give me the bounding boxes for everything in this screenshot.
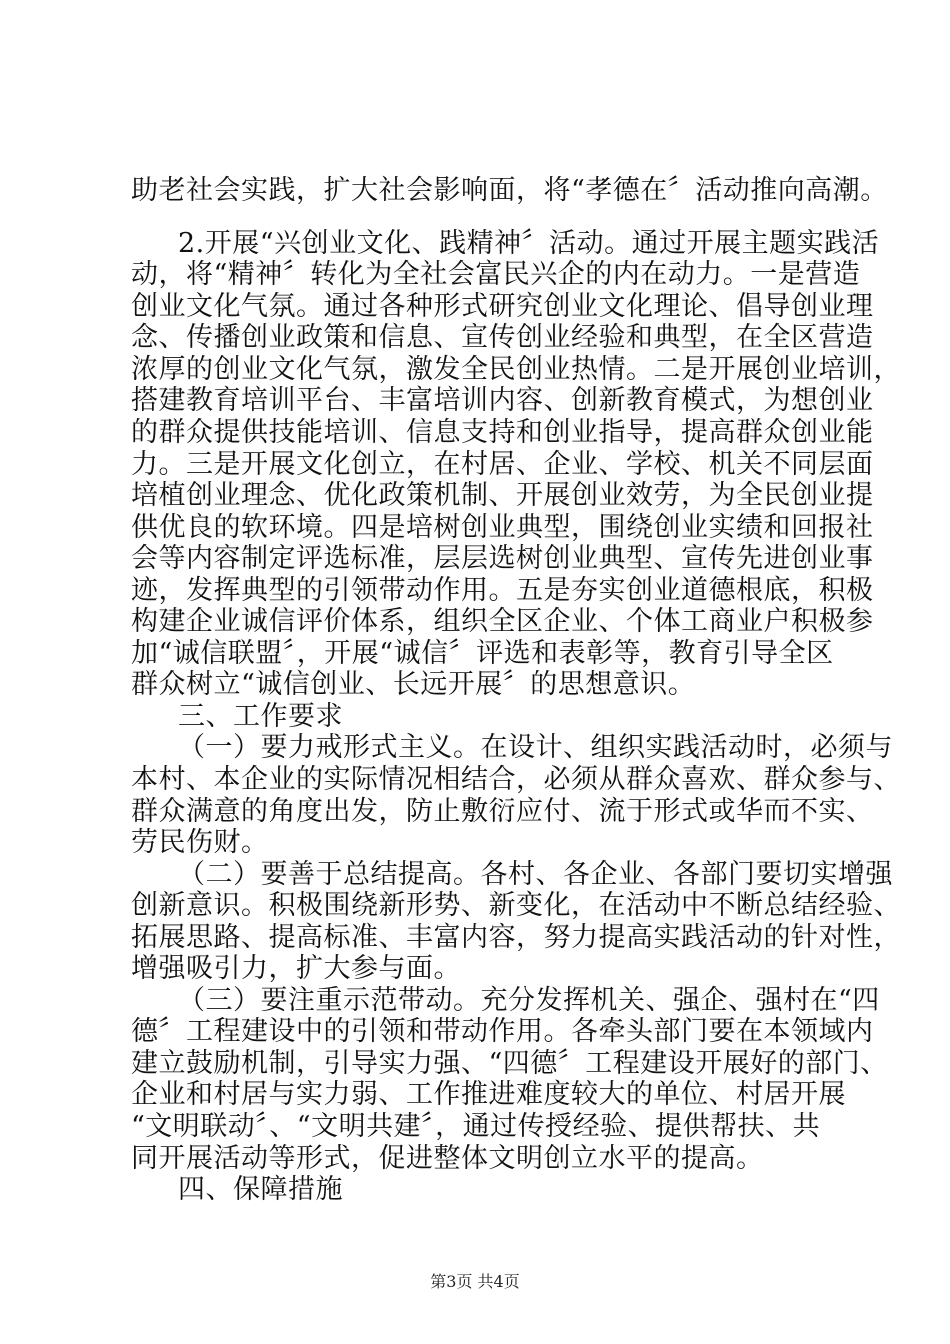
text-line: 力。三是开展文化创立，在村居、企业、学校、机关不同层面 xyxy=(131,449,874,480)
text-line: 建立鼓励机制，引导实力强、“四德〞工程建设开展好的部门、 xyxy=(131,1048,888,1079)
text-line: 同开展活动等形式，促进整体文明创立水平的提高。 xyxy=(131,1143,764,1174)
text-line: 助老社会实践，扩大社会影响面，将“孝德在〞活动推向高潮。 xyxy=(131,175,888,206)
text-line: 创业文化气氛。通过各种形式研究创业文化理论、倡导创业理 xyxy=(131,291,874,322)
text-line: 的群众提供技能培训、信息支持和创业指导，提高群众创业能 xyxy=(131,417,874,448)
text-line: 供优良的软环境。四是培树创业典型，围绕创业实绩和回报社 xyxy=(131,512,874,543)
section-heading: 三、工作要求 xyxy=(178,701,343,732)
text-line: （一）要力戒形式主义。在设计、组织实践活动时，必须与 xyxy=(178,732,893,763)
text-line: 动，将“精神〞转化为全社会富民兴企的内在动力。一是营造 xyxy=(131,259,861,290)
text-line: 2.开展“兴创业文化、践精神〞活动。通过开展主题实践活 xyxy=(178,228,880,259)
text-line: 浓厚的创业文化气氛，激发全民创业热情。二是开展创业培训， xyxy=(131,354,901,385)
page-footer: 第3页 共4页 xyxy=(430,1272,520,1291)
text-line: 培植创业理念、优化政策机制、开展创业效劳，为全民创业提 xyxy=(131,480,874,511)
text-line: 德〞工程建设中的引领和带动作用。各牵头部门要在本领域内 xyxy=(131,1016,874,1047)
text-line: 创新意识。积极围绕新形势、新变化，在活动中不断总结经验、 xyxy=(131,890,901,921)
text-line: 群众树立“诚信创业、长远开展〞的思想意识。 xyxy=(131,669,696,700)
text-line: 加“诚信联盟〞，开展“诚信〞评选和表彰等，教育引导全区 xyxy=(131,638,834,669)
text-line: 会等内容制定评选标准，层层选树创业典型、宣传先进创业事 xyxy=(131,543,874,574)
text-line: 搭建教育培训平台、丰富培训内容、创新教育模式，为想创业 xyxy=(131,385,874,416)
text-line: 劳民伤财。 xyxy=(131,827,269,858)
text-line: 本村、本企业的实际情况相结合，必须从群众喜欢、群众参与、 xyxy=(131,764,901,795)
text-line: “文明联动〞、“文明共建〞，通过传授经验、提供帮扶、共 xyxy=(131,1111,821,1142)
text-line: 念、传播创业政策和信息、宣传创业经验和典型，在全区营造 xyxy=(131,322,874,353)
text-line: 群众满意的角度出发，防止敷衍应付、流于形式或华而不实、 xyxy=(131,796,874,827)
text-line: 构建企业诚信评价体系，组织全区企业、个体工商业户积极参 xyxy=(131,606,874,637)
text-line: 企业和村居与实力弱、工作推进难度较大的单位、村居开展 xyxy=(131,1079,846,1110)
text-line: 增强吸引力，扩大参与面。 xyxy=(131,953,461,984)
text-line: （三）要注重示范带动。充分发挥机关、强企、强村在“四 xyxy=(178,985,880,1016)
section-heading: 四、保障措施 xyxy=(178,1174,343,1205)
text-line: 拓展思路、提高标准、丰富内容，努力提高实践活动的针对性， xyxy=(131,922,901,953)
text-line: （二）要善于总结提高。各村、各企业、各部门要切实增强 xyxy=(178,859,893,890)
text-line: 迹，发挥典型的引领带动作用。五是夯实创业道德根底，积极 xyxy=(131,575,874,606)
